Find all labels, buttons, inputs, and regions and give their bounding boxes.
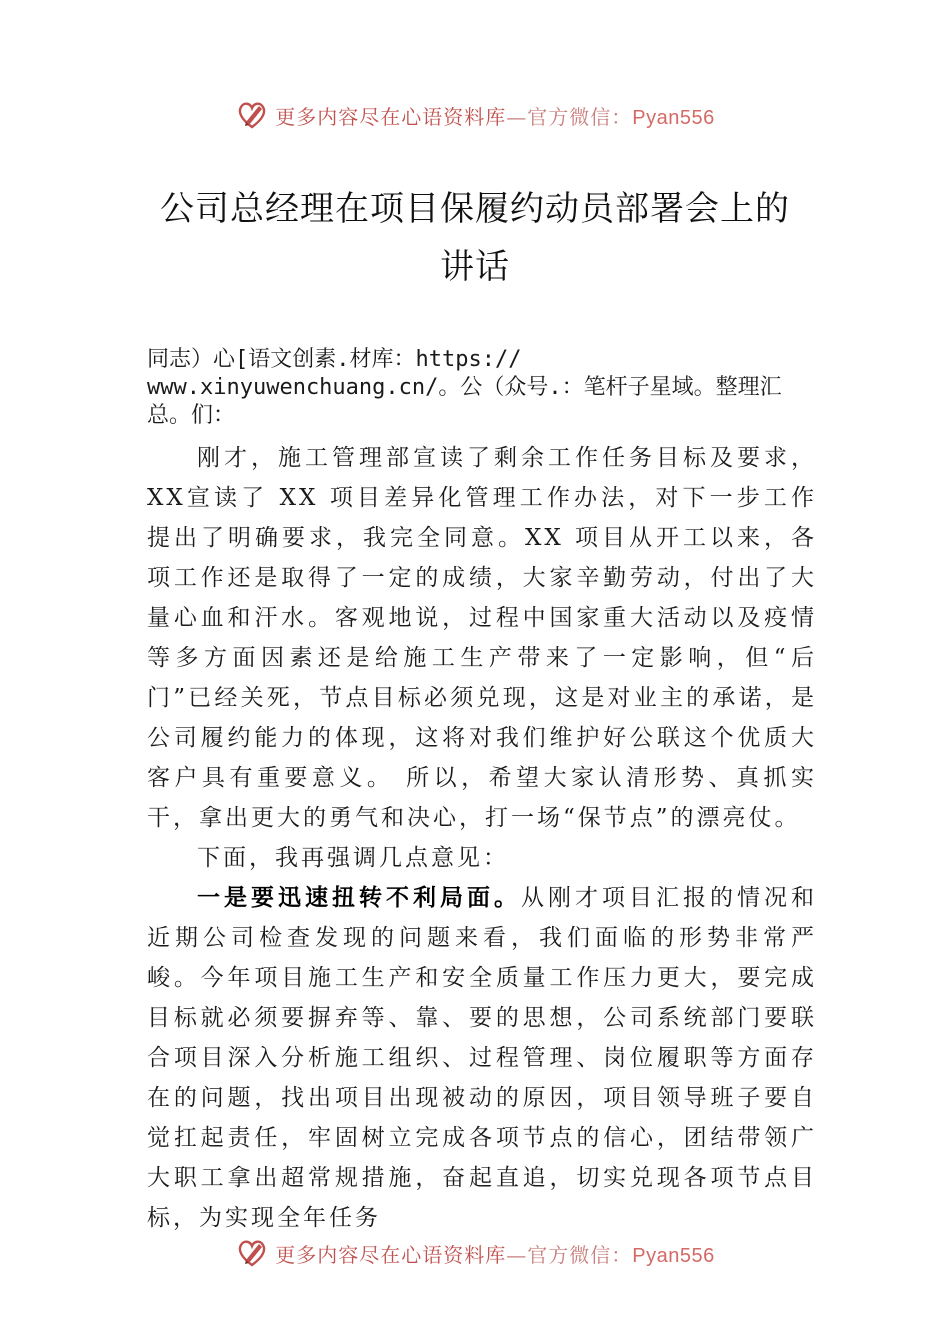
banner-lead: 更多内容尽在心语资料库 — [275, 1242, 507, 1267]
salutation-line-1: 同志）心[语文创素.材库：https:// — [147, 347, 522, 372]
banner-wechat-label: 官方微信： — [527, 104, 633, 129]
footer-banner — [0, 1233, 950, 1273]
paragraph-1: 刚才，施工管理部宣读了剩余工作任务目标及要求，XX宣读了 XX 项目差异化管理工作办法，对下一步工作提出了明确要求，我完全同意。XX 项目从开工以来，各项工作还是取得了一定的成绩，大家辛勤劳动，付出了大量心血和汗水。客观地说，过程中国家重大活动以及疫情等多方面因素还是给施工生产带来了一定影响，但“后门”已经关死，节点目标必须兑现，这是对业主的承诺，是公司履约能力的体现，这将对我们维护好公联这个优质大客户具有重要意义。 所以，希望大家认清形势、真抓实干，拿出更大的勇气和决心，打一场“保节点”的漂亮仗。 — [147, 445, 817, 831]
pen-heart-logo-icon — [235, 98, 269, 132]
banner-lead: 更多内容尽在心语资料库 — [275, 104, 507, 129]
banner-handle: Pyan556 — [632, 1244, 715, 1267]
banner-text — [275, 101, 714, 130]
banner-text — [275, 1239, 714, 1268]
pen-heart-logo-icon — [235, 1236, 269, 1270]
salutation — [147, 346, 817, 430]
title-line-2: 讲话 — [440, 247, 510, 287]
paragraph-3 — [147, 878, 817, 1238]
banner-handle: Pyan556 — [632, 106, 715, 129]
paragraph-2: 下面，我再强调几点意见： — [197, 845, 509, 871]
banner-wechat-label: 官方微信： — [527, 1242, 633, 1267]
document-title — [0, 180, 950, 296]
banner-separator: — — [506, 1242, 528, 1267]
document-body — [147, 346, 817, 1238]
header-banner — [0, 95, 950, 135]
paragraph-3-text: 从刚才项目汇报的情况和近期公司检查发现的问题来看，我们面临的形势非常严峻。今年项目施工生产和安全质量工作压力更大，要完成目标就必须要摒弃等、靠、要的思想，公司系统部门要联合项目深入分析施工组织、过程管理、岗位履职等方面存在的问题，找出项目出现被动的原因，项目领导班子要自觉扛起责任，牢固树立完成各项节点的信心，团结带领广大职工拿出超常规措施，奋起直追，切实兑现各项节点目标，为实现全年任务 — [147, 885, 817, 1231]
salutation-line-3: 总。们： — [147, 403, 236, 428]
salutation-line-2: www.xinyuwenchuang.cn/。公（众号.：笔杆子星域。整理汇 — [147, 375, 782, 400]
paragraph-3-heading: 一是要迅速扭转不利局面。 — [197, 884, 521, 911]
banner-separator: — — [506, 104, 528, 129]
title-line-1: 公司总经理在项目保履约动员部署会上的 — [160, 189, 790, 229]
